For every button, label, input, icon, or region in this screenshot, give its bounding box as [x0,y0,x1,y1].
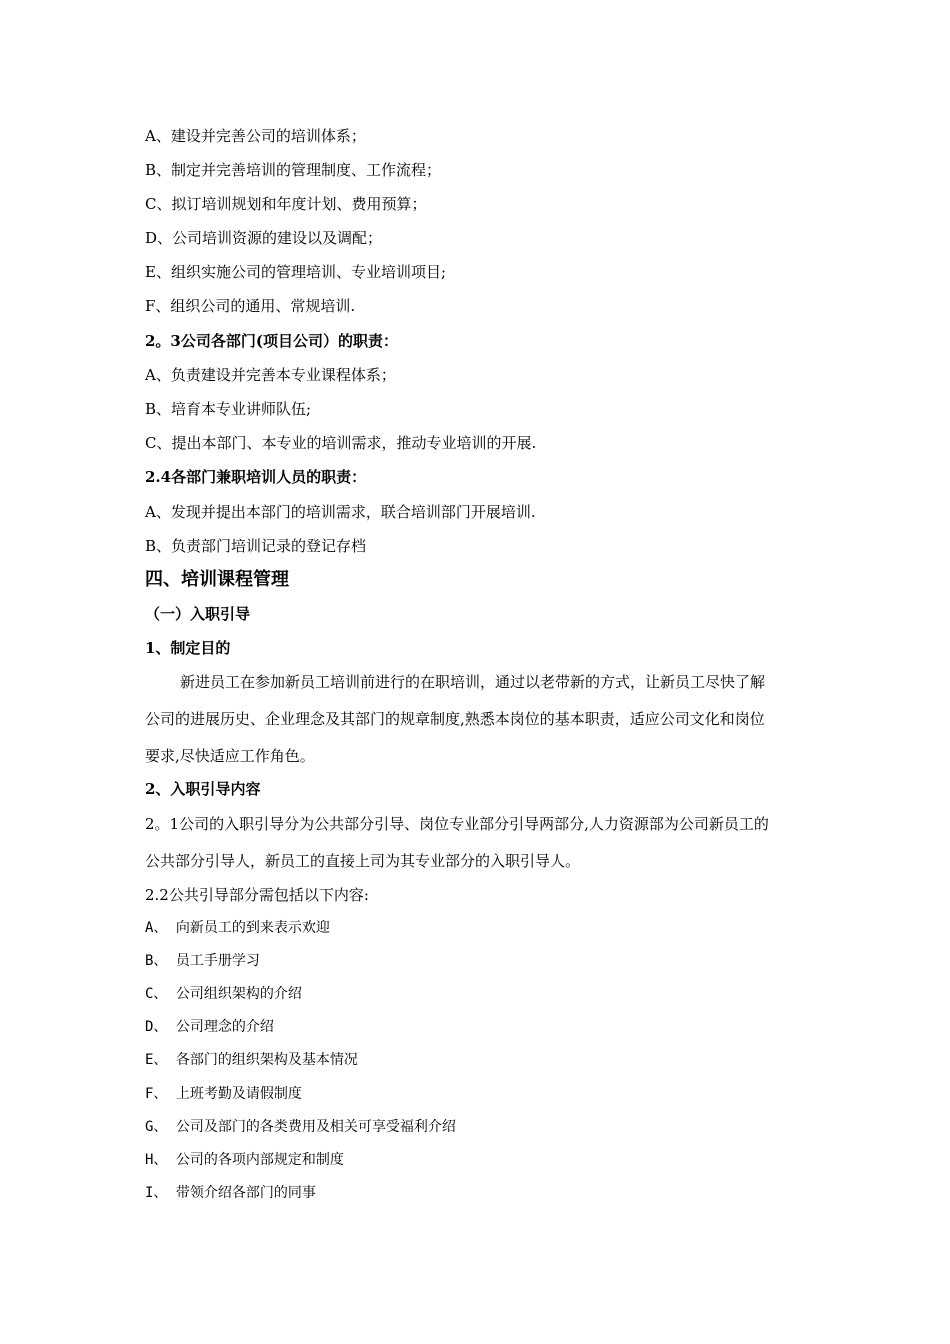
duty-item-e: E、组织实施公司的管理培训、专业培训项目; [145,263,447,281]
paragraph-line: 2。1公司的入职引导分为公共部分引导、岗位专业部分引导两部分,人力资源部为公司新员工的 [145,815,769,833]
list-item: C、 公司组织架构的介绍 [145,986,302,1002]
trainer-duty-item-a: A、发现并提出本部门的培训需求，联合培训部门开展培训. [145,503,536,521]
content-heading: 2、入职引导内容 [145,780,261,798]
dept-duty-item-c: C、提出本部门、本专业的培训需求，推动专业培训的开展. [145,434,537,452]
trainer-duty-item-b: B、负责部门培训记录的登记存档 [145,537,367,555]
list-item: F、 上班考勤及请假制度 [145,1086,302,1102]
purpose-heading: 1、制定目的 [145,639,231,657]
chapter-heading: 四、培训课程管理 [145,569,289,590]
duty-item-a: A、建设并完善公司的培训体系； [145,127,366,145]
subsection-heading: （一）入职引导 [145,605,251,623]
duty-item-b: B、制定并完善培训的管理制度、工作流程； [145,161,442,179]
dept-duty-item-b: B、培育本专业讲师队伍; [145,400,312,418]
paragraph-line: 新进员工在参加新员工培训前进行的在职培训，通过以老带新的方式，让新员工尽快了解 [180,673,766,691]
paragraph-line: 要求,尽快适应工作角色。 [145,747,315,765]
duty-item-c: C、拟订培训规划和年度计划、费用预算； [145,195,427,213]
section-heading-2-3: 2。3公司各部门(项目公司）的职责： [145,332,398,350]
list-item: A、 向新员工的到来表示欢迎 [145,920,330,936]
duty-item-d: D、公司培训资源的建设以及调配； [145,229,383,247]
paragraph-line: 2.2公共引导部分需包括以下内容: [145,886,369,904]
list-item: G、 公司及部门的各类费用及相关可享受福利介绍 [145,1119,456,1135]
paragraph-line: 公司的进展历史、企业理念及其部门的规章制度,熟悉本岗位的基本职责，适应公司文化和岗位 [145,710,765,728]
duty-item-f: F、组织公司的通用、常规培训. [145,297,356,315]
list-item: D、 公司理念的介绍 [145,1019,274,1035]
list-item: E、 各部门的组织架构及基本情况 [145,1052,358,1068]
list-item: B、 员工手册学习 [145,953,260,969]
section-heading-2-4: 2.4各部门兼职培训人员的职责： [145,468,367,486]
list-item: I、 带领介绍各部门的同事 [145,1185,316,1201]
paragraph-line: 公共部分引导人，新员工的直接上司为其专业部分的入职引导人。 [145,852,581,870]
list-item: H、 公司的各项内部规定和制度 [145,1152,344,1168]
dept-duty-item-a: A、负责建设并完善本专业课程体系； [145,366,396,384]
